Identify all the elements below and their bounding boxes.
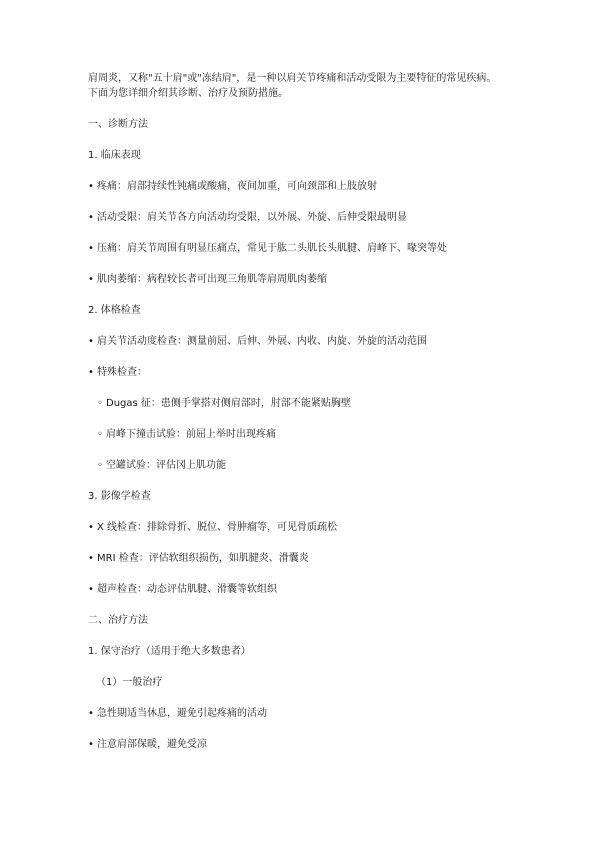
- sub-list-item: [88, 428, 518, 442]
- bullet-icon: •: [88, 739, 94, 750]
- list-item: [88, 180, 518, 194]
- bullet-icon: •: [88, 336, 94, 347]
- list-item-text: 特殊检查：: [97, 367, 147, 378]
- heading-physical-exam: 2. 体格检查: [88, 305, 141, 316]
- circle-bullet-icon: ◦: [97, 460, 103, 471]
- bullet-icon: •: [88, 522, 94, 533]
- heading-treatment: 二、治疗方法: [88, 615, 148, 626]
- bullet-icon: •: [88, 708, 94, 719]
- list-item: [88, 273, 518, 287]
- list-item-text: X 线检查：排除骨折、脱位、骨肿瘤等，可见骨质疏松: [97, 522, 338, 533]
- circle-bullet-icon: ◦: [97, 429, 103, 440]
- list-item: [88, 211, 518, 225]
- list-item: [88, 552, 518, 566]
- circle-bullet-icon: ◦: [97, 398, 103, 409]
- intro-paragraph: [88, 71, 518, 101]
- list-item-text: 疼痛：肩部持续性钝痛或酸痛，夜间加重，可向颈部和上肢放射: [97, 181, 377, 192]
- sub-list-item-text: 肩峰下撞击试验：前屈上举时出现疼痛: [106, 429, 276, 440]
- bullet-icon: •: [88, 181, 94, 192]
- list-item-text: 肌肉萎缩：病程较长者可出现三角肌等肩周肌肉萎缩: [97, 274, 327, 285]
- heading-clinical: 1. 临床表现: [88, 150, 141, 161]
- intro-line-1: 肩周炎，又称"五十肩"或"冻结肩"，是一种以肩关节疼痛和活动受限为主要特征的常见疾病。: [88, 73, 497, 84]
- sub-list-item: [88, 397, 518, 411]
- list-item-text: 急性期适当休息，避免引起疼痛的活动: [97, 708, 267, 719]
- bullet-icon: •: [88, 212, 94, 223]
- list-item: [88, 335, 518, 349]
- intro-line-2: 下面为您详细介绍其诊断、治疗及预防措施。: [88, 88, 288, 99]
- list-item-text: 注意肩部保暖，避免受凉: [97, 739, 207, 750]
- heading-conservative: 1. 保守治疗（适用于绝大多数患者）: [88, 646, 251, 657]
- sub-list-item-text: Dugas 征：患侧手掌搭对侧肩部时，肘部不能紧贴胸壁: [106, 398, 351, 409]
- list-item-text: 肩关节活动度检查：测量前屈、后伸、外展、内收、内旋、外旋的活动范围: [97, 336, 427, 347]
- bullet-icon: •: [88, 274, 94, 285]
- list-item: [88, 242, 518, 256]
- sub-list-item-text: 空罐试验：评估冈上肌功能: [106, 460, 226, 471]
- bullet-icon: •: [88, 553, 94, 564]
- heading-imaging: 3. 影像学检查: [88, 491, 151, 502]
- list-item-text: 超声检查：动态评估肌腱、滑囊等软组织: [97, 584, 277, 595]
- sub-list-item: [88, 459, 518, 473]
- bullet-icon: •: [88, 584, 94, 595]
- document-body: [88, 71, 518, 769]
- bullet-icon: •: [88, 367, 94, 378]
- list-item-text: 压痛：肩关节周围有明显压痛点，常见于肱二头肌长头肌腱、肩峰下、喙突等处: [97, 243, 447, 254]
- list-item: [88, 521, 518, 535]
- list-item: [88, 707, 518, 721]
- heading-general-treatment: （1）一般治疗: [96, 677, 163, 688]
- list-item: [88, 583, 518, 597]
- heading-diagnosis: 一、诊断方法: [88, 119, 148, 130]
- list-item-text: MRI 检查：评估软组织损伤，如肌腱炎、滑囊炎: [97, 553, 309, 564]
- list-item-text: 活动受限：肩关节各方向活动均受限，以外展、外旋、后伸受限最明显: [97, 212, 407, 223]
- list-item: [88, 366, 518, 380]
- bullet-icon: •: [88, 243, 94, 254]
- list-item: [88, 738, 518, 752]
